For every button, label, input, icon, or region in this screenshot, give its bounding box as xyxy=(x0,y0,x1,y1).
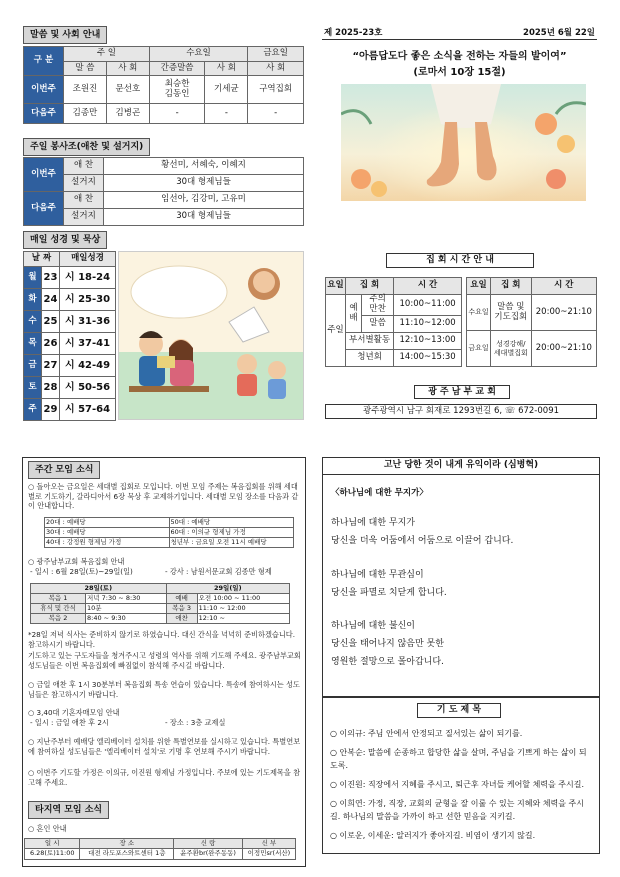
meeting-time: 20:00~21:10 xyxy=(531,295,596,331)
word-host-table xyxy=(23,46,304,124)
church-name: 광 주 남 부 교 회 xyxy=(414,385,510,399)
illustration-art xyxy=(119,252,304,420)
day-cell: 화 xyxy=(24,289,42,311)
sermon-line: 당신을 태어나지 않음만 못한 xyxy=(331,639,444,649)
meeting-header: 집 회 xyxy=(346,278,394,295)
date-cell: 27 xyxy=(42,355,60,377)
reading-cell: 시 31-36 xyxy=(60,311,116,333)
table-cell: 김병곤 xyxy=(106,104,149,124)
prayer-item: ○ 안복순: 말씀에 순종하고 합당한 삶을 살며, 주님을 기쁘게 하는 삶이 되도록. xyxy=(330,748,587,770)
issue-header xyxy=(322,26,597,40)
gospel-note-dinner: *28일 저녁 식사는 준비하지 않기로 하였습니다. 대신 간식을 넉넉히 준비하겠습니다. 참고하시기 바랍니다. xyxy=(28,630,295,649)
place-cell: 50대 : 예배당 xyxy=(169,518,294,528)
reading-cell: 시 50-56 xyxy=(60,377,116,399)
reading-cell: 시 37-41 xyxy=(60,333,116,355)
weekly-news-title: 주간 모임 소식 xyxy=(28,461,100,479)
sunday-header: 29일(일) xyxy=(166,584,289,594)
table-cell: 문선호 xyxy=(106,76,149,104)
other-region-title: 타지역 모임 소식 xyxy=(28,801,109,819)
date-cell: 26 xyxy=(42,333,60,355)
sched-cell: 휴식 및 간식 xyxy=(31,604,86,614)
sermon-header: 말 씀 xyxy=(64,62,107,76)
sunday-label: 주일 xyxy=(326,295,346,367)
day-cell: 주 xyxy=(24,399,42,421)
host-header: 사 회 xyxy=(205,62,248,76)
wednesday-header: 수요일 xyxy=(149,47,248,62)
prayer-list xyxy=(330,727,594,848)
wedding-title: ○ 혼인 안내 xyxy=(28,824,67,833)
illustration-art xyxy=(341,84,586,201)
meeting-header: 집 회 xyxy=(491,278,532,295)
day-cell: 목 xyxy=(24,333,42,355)
news-item-special-song: ○ 금일 애찬 후 1시 30분부터 복음집회 특송 연습이 있습니다. 특송에 참여하시는 성도님들은 참고하시기 바랍니다. xyxy=(28,680,300,699)
row-label: 다음주 xyxy=(24,192,64,226)
prayer-item: ○ 이진원: 직장에서 지혜를 주시고, 퇴근후 자녀들 케어할 체력을 주시길. xyxy=(330,780,585,789)
bible-reading-table xyxy=(23,251,116,421)
day-header: 요일 xyxy=(326,278,346,295)
sched-cell: 오전 10:00 ~ 11:00 xyxy=(197,594,289,604)
saturday-header: 28일(토) xyxy=(31,584,167,594)
meeting-schedule-title: 집 회 시 간 안 내 xyxy=(386,253,534,268)
date-header: 날 짜 xyxy=(24,252,60,267)
wedding-table xyxy=(24,838,296,860)
sermon-line: 하나님에 대한 불신이 xyxy=(331,621,415,631)
news-item-prayer-family: ○ 이번주 기도할 가정은 이의규, 이진원 형제님 가정입니다. 주보에 있는 기도제목을 참고해 주세요. xyxy=(28,768,301,787)
sunday-header: 주 일 xyxy=(64,47,150,62)
prayer-item: ○ 이희연: 가정, 직장, 교회의 균형을 잘 이룰 수 있는 지혜와 체력을 주시길. 하나님의 말씀을 가까이 하고 선한 믿음을 지키길. xyxy=(330,799,584,821)
sched-cell: 복음 2 xyxy=(31,614,86,624)
place-cell: 40대 : 강정원 형제님 가정 xyxy=(45,538,170,548)
sermon-line: 하나님에 대한 무관심이 xyxy=(331,570,424,580)
issue-number: 제 2025-23호 xyxy=(324,28,383,38)
word-table-title: 말씀 및 사회 안내 xyxy=(23,26,107,44)
sched-cell: 복음 3 xyxy=(166,604,197,614)
place-cell: 30대 : 예배당 xyxy=(45,528,170,538)
weekday-schedule-table xyxy=(466,277,597,367)
sermon-note-title: 고난 당한 것이 내게 유익이라 (심병혁) xyxy=(322,457,600,475)
place-cell: 60대 : 이의규 형제님 가정 xyxy=(169,528,294,538)
sched-cell: 저녁 7:30 ~ 8:30 xyxy=(86,594,167,604)
sermon-line: 하나님에 대한 무지가 xyxy=(331,518,415,528)
sched-cell: 복음 1 xyxy=(31,594,86,604)
service-table xyxy=(23,157,304,226)
news-item-elevator: ○ 지난주부터 예배당 엘리베이터 설치를 위한 특별연보를 실시하고 있습니다. 특별연보에 참여하실 성도님들은 '엘리베이터 설치'로 기명 후 연보해 주시기 바랍니다. xyxy=(28,737,301,756)
meeting-name: 말씀 및 기도집회 xyxy=(491,295,532,331)
reading-cell: 시 25-30 xyxy=(60,289,116,311)
sched-cell: 예배 xyxy=(166,594,197,604)
reading-cell: 시 18-24 xyxy=(60,267,116,289)
day-cell: 금요일 xyxy=(467,331,491,367)
worship-label: 예배 xyxy=(346,295,362,333)
sermon-line: 당신을 파멸로 치닫게 합니다. xyxy=(331,588,447,598)
table-cell: 최승한 김동인 xyxy=(149,76,205,104)
issue-date: 2025년 6월 22일 xyxy=(523,28,595,38)
row-label: 다음주 xyxy=(24,104,64,124)
sisters-meeting-date: - 일시 : 금일 애찬 후 2시 xyxy=(30,718,109,727)
group-places-table xyxy=(44,517,294,548)
dish-label: 설거지 xyxy=(64,209,104,226)
date-cell: 23 xyxy=(42,267,60,289)
reading-cell: 시 42-49 xyxy=(60,355,116,377)
meeting-name: 주의 만찬 xyxy=(362,295,394,316)
day-cell: 금 xyxy=(24,355,42,377)
meeting-time: 11:10~12:00 xyxy=(394,316,462,333)
family-bible-illustration xyxy=(118,251,304,420)
day-cell: 수요일 xyxy=(467,295,491,331)
table-cell: 김종만 xyxy=(64,104,107,124)
meal-label: 애 찬 xyxy=(64,158,104,175)
wedding-cell: 6.28(토)11:00 xyxy=(25,849,80,860)
sched-cell: 11:10 ~ 12:00 xyxy=(197,604,289,614)
gospel-meeting-speaker: - 강사 : 남원서문교회 김종만 형제 xyxy=(165,567,272,576)
place-cell: 청년부 : 금요일 오전 11시 예배당 xyxy=(169,538,294,548)
sched-cell: 12:10 ~ xyxy=(197,614,289,624)
table-cell: 기세균 xyxy=(205,76,248,104)
sermon-line: 영원한 절망으로 몰아갑니다. xyxy=(331,657,444,667)
testimony-header: 간증말씀 xyxy=(149,62,205,76)
meeting-name: 성경강해/ 세대별집회 xyxy=(491,331,532,367)
table-cell: 황선미, 서혜숙, 이혜지 xyxy=(104,158,304,175)
sched-cell: 10분 xyxy=(86,604,167,614)
date-cell: 29 xyxy=(42,399,60,421)
table-cell: - xyxy=(205,104,248,124)
church-address: 광주광역시 남구 회재로 1293번길 6, ☏ 672-0091 xyxy=(325,404,597,419)
sched-cell: 애찬 xyxy=(166,614,197,624)
dish-label: 설거지 xyxy=(64,175,104,192)
date-cell: 28 xyxy=(42,377,60,399)
meeting-time: 20:00~21:10 xyxy=(531,331,596,367)
prayer-title: 기 도 제 목 xyxy=(417,703,501,718)
meeting-time: 10:00~11:00 xyxy=(394,295,462,316)
table-cell: 구역집회 xyxy=(248,76,304,104)
verse-line-1: “아름답도다 좋은 소식을 전하는 자들의 발이여” xyxy=(352,51,567,62)
meal-label: 애 찬 xyxy=(64,192,104,209)
wedding-header: 일 시 xyxy=(25,839,80,849)
table-cell: 30대 형제님들 xyxy=(104,209,304,226)
wedding-header: 신 부 xyxy=(242,839,295,849)
feet-flowers-illustration xyxy=(341,84,586,201)
date-cell: 25 xyxy=(42,311,60,333)
sermon-note-heading: 〈하나님에 대한 무지가〉 xyxy=(331,488,428,498)
gospel-meeting-date: - 일시 : 6월 28일(토)~29일(일) xyxy=(30,567,133,576)
reading-header: 매일성경 xyxy=(60,252,116,267)
sisters-meeting-title: ○ 3,40대 기혼자매모임 안내 xyxy=(28,708,120,717)
wedding-header: 신 랑 xyxy=(174,839,243,849)
gospel-meeting-title: ○ 광주남부교회 복음집회 안내 xyxy=(28,557,125,566)
bible-table-title: 매일 성경 및 묵상 xyxy=(23,231,107,249)
prayer-item: ○ 이의규: 주님 안에서 안정되고 질서있는 삶이 되기를. xyxy=(330,729,523,738)
meeting-time: 14:00~15:30 xyxy=(394,350,462,367)
verse-reference: (로마서 10장 15절) xyxy=(413,67,506,78)
sched-cell: 8:40 ~ 9:30 xyxy=(86,614,167,624)
place-cell: 20대 : 예배당 xyxy=(45,518,170,528)
category-header: 구 분 xyxy=(24,47,64,76)
table-cell: 임선아, 김강미, 고유미 xyxy=(104,192,304,209)
wedding-cell: 윤주환br(완주동동) xyxy=(174,849,243,860)
meeting-time: 12:10~13:00 xyxy=(394,333,462,350)
news-item-friday: ○ 돌아오는 금요일은 세대별 집회로 모입니다. 이번 모임 주제는 복음집회를 위해 세대별로 기도하기, 갈라디아서 6장 묵상 후 교제하기입니다. 세대별 모임 장소를 다음과 같이 안내합니다. xyxy=(28,482,299,510)
time-header: 시 간 xyxy=(531,278,596,295)
sunday-schedule-table xyxy=(325,277,462,367)
wedding-cell: 대전 라도포스와트센터 1층 xyxy=(80,849,174,860)
date-cell: 24 xyxy=(42,289,60,311)
sermon-line: 당신을 더욱 어둠에서 어둠으로 이끌어 갑니다. xyxy=(331,536,514,546)
row-label: 이번주 xyxy=(24,158,64,192)
wedding-header: 장 소 xyxy=(80,839,174,849)
row-label: 이번주 xyxy=(24,76,64,104)
wedding-cell: 이정민sr(서산) xyxy=(242,849,295,860)
host-header: 사 회 xyxy=(106,62,149,76)
day-header: 요일 xyxy=(467,278,491,295)
meeting-name: 부서별활동 xyxy=(346,333,394,350)
friday-header: 금요일 xyxy=(248,47,304,62)
table-cell: 조원진 xyxy=(64,76,107,104)
meeting-name: 청년회 xyxy=(346,350,394,367)
table-cell: 30대 형제님들 xyxy=(104,175,304,192)
service-table-title: 주일 봉사조(애찬 및 설거지) xyxy=(23,138,150,156)
table-cell: - xyxy=(248,104,304,124)
host-header: 사 회 xyxy=(248,62,304,76)
reading-cell: 시 57-64 xyxy=(60,399,116,421)
prayer-item: ○ 이로운, 이세운: 알러지가 좋아지길. 비염이 생기지 않길. xyxy=(330,831,536,840)
gospel-note-prayer: 기도하고 있는 구도자들을 청겨주시고 성령의 역사를 위해 기도해 주세요. 광주남부교회 성도님들은 이번 복음집회에 빠짐없이 참석해 주시길 바랍니다. xyxy=(28,651,301,670)
day-cell: 월 xyxy=(24,267,42,289)
day-cell: 토 xyxy=(24,377,42,399)
time-header: 시 간 xyxy=(394,278,462,295)
gospel-meeting-schedule xyxy=(30,583,290,624)
meeting-name: 말씀 xyxy=(362,316,394,333)
day-cell: 수 xyxy=(24,311,42,333)
table-cell: - xyxy=(149,104,205,124)
sisters-meeting-place: - 장소 : 3층 교제실 xyxy=(165,718,226,727)
